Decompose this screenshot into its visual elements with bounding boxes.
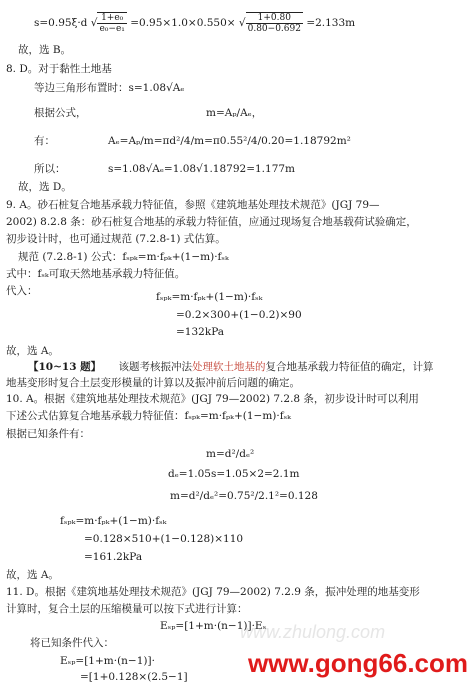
fraction (246, 12, 303, 34)
section-heading: 【10~13 题】 (28, 361, 102, 373)
text-line: 2002) 8.2.8 条：砂石桩复合地基的承载力特征值，应通过现场复合地基载荷试验确定， (6, 216, 417, 228)
fraction-numerator: 1+e₀ (97, 13, 126, 24)
text-line: 有： (34, 135, 55, 147)
text-line: 所以： (34, 163, 66, 175)
fraction (97, 12, 126, 34)
formula-line: m=Aₚ/Aₑ， (206, 107, 263, 119)
formula-line: Eₛₚ=[1+m·(n−1)]· (60, 655, 155, 667)
sqrt-symbol: √ (238, 17, 246, 29)
formula-part: s=0.95ξ·d (34, 17, 88, 29)
question-heading: 8. D。对于黏性土地基 (6, 63, 112, 75)
site-watermark: www.gong66.com (247, 648, 468, 678)
section-intro (28, 361, 434, 374)
formula-line: s=1.08√Aₑ=1.08√1.18792=1.177m (108, 163, 296, 175)
answer-line: 故，选 A。 (6, 345, 59, 357)
formula-line: Aₑ=Aₚ/m=πd²/4/m=π0.55²/4/0.20=1.18792m² (108, 135, 351, 147)
text-line: 根据公式， (34, 107, 87, 119)
question-heading: 10. A。根据《建筑地基处理技术规范》(JGJ 79—2002) 7.2.8 条，初步设计时可以利用 (6, 393, 419, 405)
text-line: 代入： (6, 285, 38, 297)
formula-line: dₑ=1.05s=1.05×2=2.1m (168, 468, 300, 480)
text-line: 将已知条件代入： (30, 637, 114, 649)
section-text: 该题考核振冲法 (118, 361, 193, 373)
text-line: 计算时，复合土层的压缩模量可以按下式进行计算： (6, 603, 248, 615)
formula-line: m=d²/dₑ²=0.75²/2.1²=0.128 (170, 490, 318, 502)
text-line: 初步设计时，也可通过规范 (7.2.8-1) 式估算。 (6, 233, 226, 245)
fraction-denominator: e₀−e₁ (99, 24, 125, 34)
text-line: 式中：fₛₖ可取天然地基承载力特征值。 (6, 268, 186, 280)
formula-line: m=d²/dₑ² (206, 448, 255, 460)
answer-line: 故，选 B。 (18, 44, 72, 56)
formula-line: =[1+0.128×(2.5−1] (80, 671, 188, 683)
answer-line: 故，选 D。 (18, 181, 72, 193)
formula-line: Eₛₚ=[1+m·(n−1)]·Eₛ (160, 620, 267, 632)
formula-line: =132kPa (176, 326, 225, 338)
fraction-denominator: 0.80−0.692 (247, 24, 301, 34)
question-heading: 11. D。根据《建筑地基处理技术规范》(JGJ 79—2002) 7.2.9 条，振冲处理的地基变形 (6, 586, 420, 598)
question-heading: 9. A。砂石桩复合地基承载力特征值，参照《建筑地基处理技术规范》(JGJ 79— (6, 199, 380, 211)
formula-line: fₛₚₖ=m·fₚₖ+(1−m)·fₛₖ (156, 291, 263, 303)
formula-line: =161.2kPa (84, 551, 143, 563)
text-line: 根据已知条件有： (6, 428, 90, 440)
formula-part: =0.95×1.0×0.550× (130, 17, 236, 29)
text-line: 下述公式估算复合地基承载力特征值：fₛₚₖ=m·fₚₖ+(1−m)·fₛₖ (6, 410, 291, 422)
formula-line: =0.128×510+(1−0.128)×110 (84, 533, 244, 545)
highlighted-text: 处理软土地基的 (192, 361, 266, 373)
formula-line: fₛₚₖ=m·fₚₖ+(1−m)·fₛₖ (60, 515, 167, 527)
text-line: 规范 (7.2.8-1) 公式：fₛₚₖ=m·fₚₖ+(1−m)·fₛₖ (18, 251, 229, 263)
answer-line: 故，选 A。 (6, 569, 59, 581)
formula-settlement (34, 12, 355, 34)
fraction-numerator: 1+0.80 (246, 13, 303, 24)
section-text: 复合地基承载力特征值的确定，计算 (265, 361, 434, 373)
text-line: 等边三角形布置时：s=1.08√Aₑ (34, 82, 185, 94)
formula-line: =0.2×300+(1−0.2)×90 (176, 309, 302, 321)
sqrt-symbol: √ (90, 17, 98, 29)
text-line: 地基变形时复合土层变形模量的计算以及振冲前后问题的确定。 (6, 377, 300, 389)
faint-watermark: www.zhulong.com (240, 622, 386, 642)
formula-part: =2.133m (306, 17, 356, 29)
